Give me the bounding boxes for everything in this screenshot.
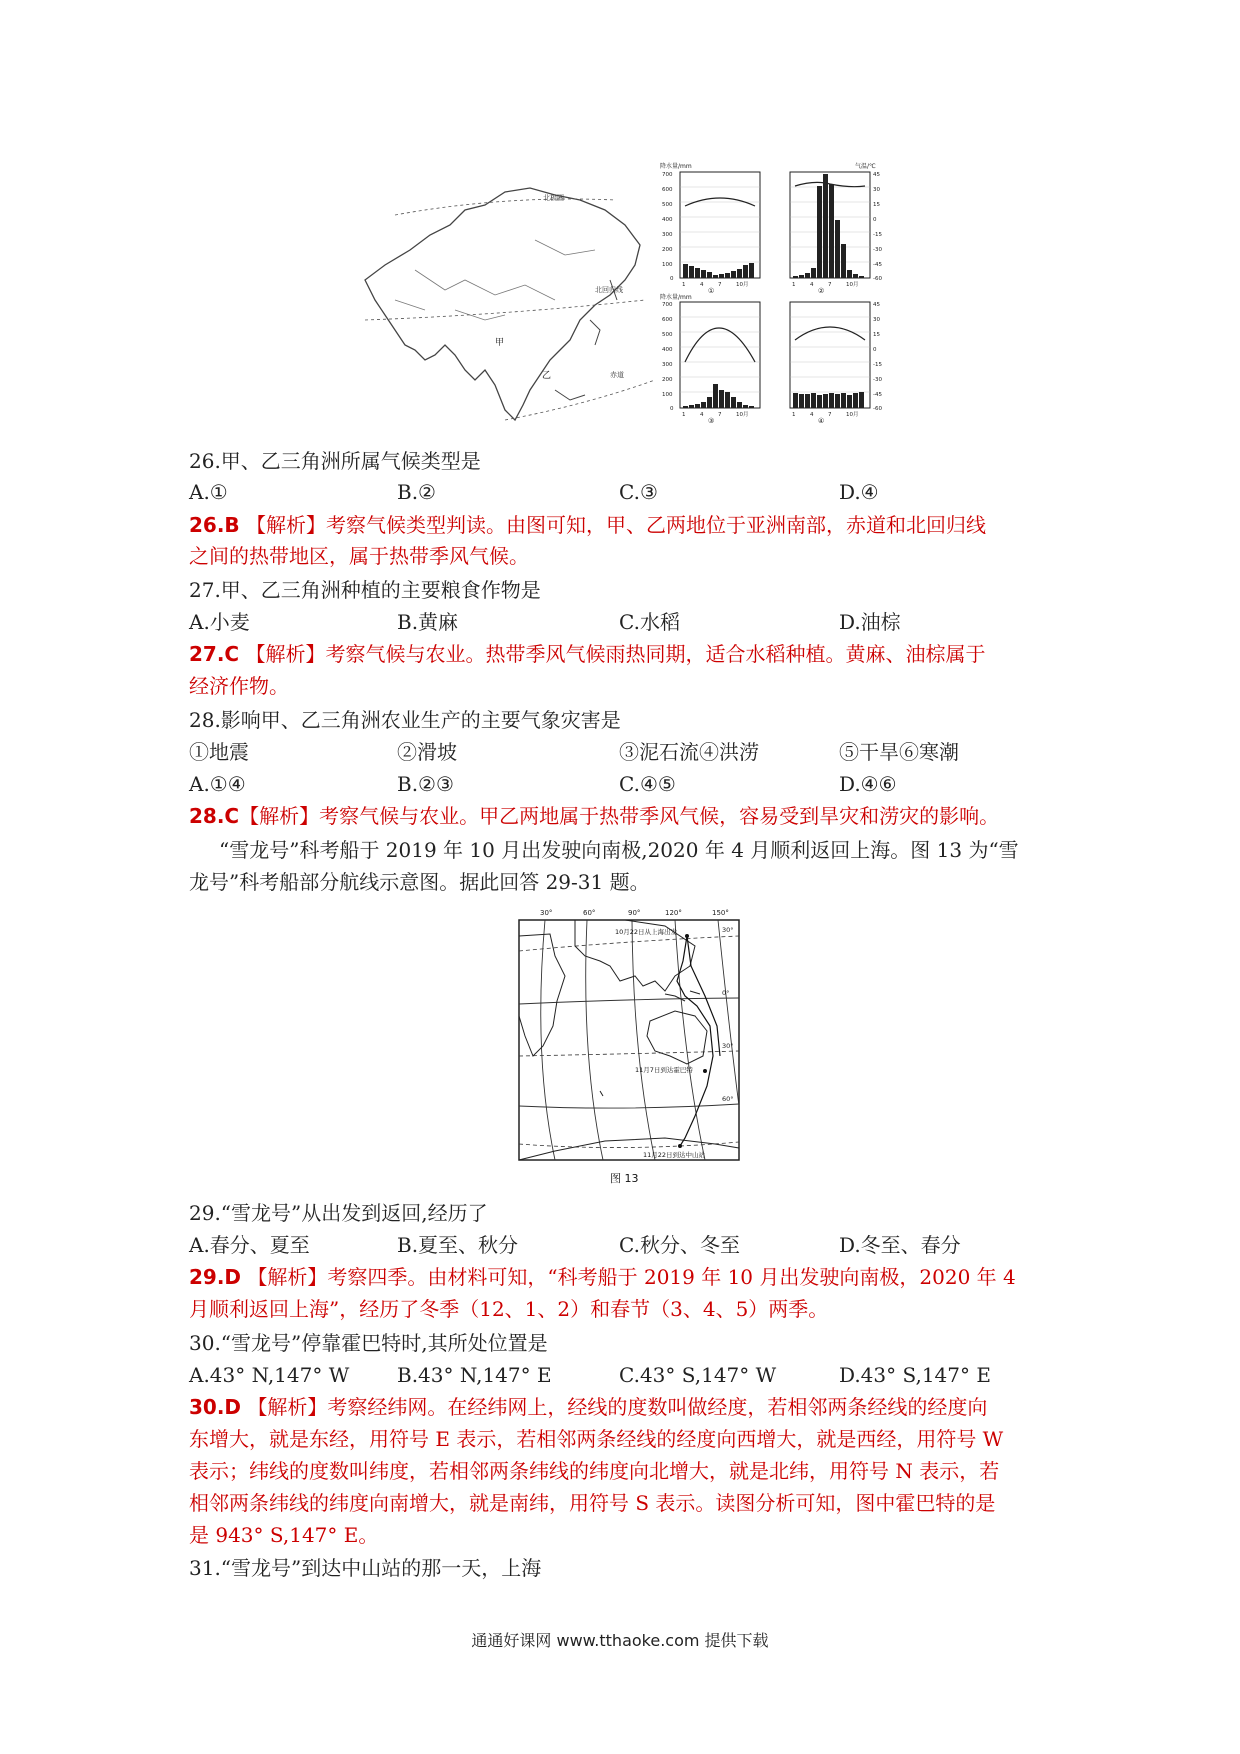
- q30-analysis-line-5: 是 943° S,147° E。: [189, 1523, 379, 1547]
- svg-text:45: 45: [873, 302, 880, 308]
- q30-analysis-line-1: 30.D 【解析】考察经纬网。在经纬网上，经线的度数叫做经度，若相邻两条经线的经度向: [189, 1395, 988, 1419]
- q27-stem: 27.甲、乙三角洲种植的主要粮食作物是: [189, 578, 541, 602]
- q26-analysis-line-1: 26.B 【解析】考察气候类型判读。由图可知，甲、乙两地位于亚洲南部，赤道和北回归线: [189, 513, 987, 537]
- q26-option-c[interactable]: C.③: [619, 480, 658, 504]
- svg-text:0: 0: [873, 217, 877, 223]
- q27-option-b[interactable]: B.黄麻: [397, 610, 459, 634]
- q28-option-a[interactable]: A.①④: [189, 772, 246, 796]
- chart-id-1: ①: [708, 287, 715, 295]
- svg-text:10月: 10月: [736, 282, 749, 288]
- q28-option-d[interactable]: D.④⑥: [839, 772, 897, 796]
- chart-right-axis-title: 气温/℃: [855, 163, 876, 170]
- svg-text:300: 300: [662, 362, 673, 368]
- temperature-curve: [795, 327, 865, 340]
- antarctica-outline: [519, 1138, 739, 1160]
- svg-text:0: 0: [670, 276, 674, 282]
- svg-text:400: 400: [662, 347, 673, 353]
- label-yi: 乙: [542, 371, 552, 381]
- q29-option-d[interactable]: D.冬至、春分: [839, 1233, 961, 1257]
- svg-text:120°: 120°: [665, 909, 682, 917]
- svg-text:600: 600: [662, 187, 673, 193]
- label-jia: 甲: [495, 338, 505, 348]
- svg-text:-30: -30: [873, 247, 882, 253]
- figure-13-caption: 图 13: [610, 1172, 639, 1185]
- q30-option-a[interactable]: A.43° N,147° W: [189, 1363, 350, 1387]
- q28-choice-4: ⑤干旱⑥寒潮: [839, 740, 959, 764]
- q29-answer-tag: 29.D: [189, 1265, 242, 1289]
- svg-text:45: 45: [873, 172, 880, 178]
- svg-text:15: 15: [873, 332, 880, 338]
- climate-chart-4: [790, 302, 870, 408]
- svg-text:30: 30: [873, 187, 880, 193]
- hobart-marker: [703, 1069, 707, 1073]
- q30-analysis-line-2: 东增大，就是东经，用符号 E 表示，若相邻两条经线的经度向西增大，就是西经，用符号 W: [189, 1427, 1004, 1451]
- q29-option-b[interactable]: B.夏至、秋分: [397, 1233, 519, 1257]
- svg-text:15: 15: [873, 202, 880, 208]
- q29-option-a[interactable]: A.春分、夏至: [189, 1233, 310, 1257]
- q29-analysis-line-1: 29.D 【解析】考察四季。由材料可知，“科考船于 2019 年 10 月出发驶向南极，2020 年 4: [189, 1265, 1016, 1289]
- q28-option-b[interactable]: B.②③: [397, 772, 454, 796]
- svg-text:-45: -45: [873, 262, 882, 268]
- voyage-route: [677, 936, 720, 1146]
- svg-text:4: 4: [810, 282, 814, 288]
- q28-choice-1: ①地震: [189, 740, 249, 764]
- q27-analysis-line-1: 27.C 【解析】考察气候与农业。热带季风气候雨热同期，适合水稻种植。黄麻、油棕属于: [189, 642, 986, 666]
- svg-text:7: 7: [718, 282, 722, 288]
- climate-chart-3: [680, 302, 760, 408]
- q27-option-c[interactable]: C.水稻: [619, 610, 680, 634]
- svg-text:7: 7: [828, 412, 832, 418]
- svg-text:30: 30: [873, 317, 880, 323]
- label-tropic-of-cancer: 北回归线: [595, 286, 623, 294]
- q28-option-c[interactable]: C.④⑤: [619, 772, 676, 796]
- svg-text:700: 700: [662, 302, 673, 308]
- label-arctic-circle: 北极圈: [543, 194, 564, 202]
- svg-text:30°: 30°: [722, 1042, 734, 1050]
- zhongshan-marker: [678, 1144, 682, 1148]
- climate-charts-figure: [660, 162, 890, 424]
- svg-text:7: 7: [718, 412, 722, 418]
- q26-answer-tag: 26.B: [189, 513, 240, 537]
- svg-text:1: 1: [792, 282, 796, 288]
- page-footer: 通通好课网 www.tthaoke.com 提供下载: [471, 1631, 769, 1650]
- chart-left-axis-title-lower: 降水量/mm: [660, 294, 692, 301]
- svg-text:30°: 30°: [722, 926, 734, 934]
- svg-text:500: 500: [662, 202, 673, 208]
- q27-answer-tag: 27.C: [189, 642, 240, 666]
- asia-map-figure: [355, 180, 655, 430]
- climate-chart-1: [680, 172, 760, 278]
- svg-text:11月7日到达霍巴特: 11月7日到达霍巴特: [635, 1066, 693, 1074]
- q31-stem: 31.“雪龙号”到达中山站的那一天，上海: [189, 1556, 542, 1580]
- q29-stem: 29.“雪龙号”从出发到返回,经历了: [189, 1201, 488, 1225]
- svg-text:-15: -15: [873, 362, 882, 368]
- q28-choice-3: ③泥石流④洪涝: [619, 740, 759, 764]
- q30-option-b[interactable]: B.43° N,147° E: [397, 1363, 552, 1387]
- q26-option-b[interactable]: B.②: [397, 480, 436, 504]
- svg-text:200: 200: [662, 247, 673, 253]
- q30-option-d[interactable]: D.43° S,147° E: [839, 1363, 991, 1387]
- svg-text:0: 0: [873, 347, 877, 353]
- svg-text:-60: -60: [873, 406, 882, 412]
- svg-text:400: 400: [662, 217, 673, 223]
- svg-text:0: 0: [670, 406, 674, 412]
- q28-analysis-line-1: 28.C【解析】考察气候与农业。甲乙两地属于热带季风气候，容易受到旱灾和涝灾的影响。: [189, 804, 1000, 828]
- q30-analysis-line-3: 表示；纬线的度数叫纬度，若相邻两条纬线的纬度向北增大，就是北纬，用符号 N 表示，若: [189, 1459, 1000, 1483]
- q30-stem: 30.“雪龙号”停靠霍巴特时,其所处位置是: [189, 1331, 548, 1355]
- temperature-curve: [685, 328, 755, 362]
- svg-text:1: 1: [792, 412, 796, 418]
- australia-outline: [647, 1011, 707, 1064]
- chart-id-4: ④: [818, 417, 825, 424]
- q30-analysis-line-4: 相邻两条纬线的纬度向南增大，就是南纬，用符号 S 表示。读图分析可知，图中霍巴特的是: [189, 1491, 996, 1515]
- q26-stem: 26.甲、乙三角洲所属气候类型是: [189, 449, 481, 473]
- svg-text:1: 1: [682, 412, 686, 418]
- svg-text:100: 100: [662, 262, 673, 268]
- q26-option-d[interactable]: D.④: [839, 480, 879, 504]
- svg-text:11月22日到达中山站: 11月22日到达中山站: [643, 1151, 706, 1159]
- svg-text:7: 7: [828, 282, 832, 288]
- svg-text:-60: -60: [873, 276, 882, 282]
- tropic-of-cancer-line: [365, 300, 645, 320]
- q29-analysis-line-2: 月顺利返回上海”，经历了冬季（12、1、2）和春节（3、4、5）两季。: [189, 1297, 829, 1321]
- svg-text:10月22日从上海出发: 10月22日从上海出发: [615, 928, 678, 936]
- q28-stem: 28.影响甲、乙三角洲农业生产的主要气象灾害是: [189, 708, 621, 732]
- svg-text:10月: 10月: [846, 282, 859, 288]
- q27-option-d[interactable]: D.油棕: [839, 610, 901, 634]
- q26-option-a[interactable]: A.①: [189, 480, 228, 504]
- label-equator: 赤道: [610, 371, 624, 379]
- intro-line-1: “雪龙号”科考船于 2019 年 10 月出发驶向南极,2020 年 4 月顺利返回上海。图 13 为“雪: [219, 838, 1019, 862]
- svg-text:-15: -15: [873, 232, 882, 238]
- svg-text:300: 300: [662, 232, 673, 238]
- svg-text:4: 4: [700, 412, 704, 418]
- chart-id-2: ②: [818, 287, 825, 295]
- svg-text:60°: 60°: [583, 909, 596, 917]
- intro-line-2: 龙号”科考船部分航线示意图。据此回答 29-31 题。: [189, 870, 650, 894]
- shanghai-marker: [685, 934, 689, 938]
- q28-answer-tag: 28.C: [189, 804, 240, 828]
- africa-outline: [519, 934, 565, 1056]
- svg-text:30°: 30°: [540, 909, 553, 917]
- q30-option-c[interactable]: C.43° S,147° W: [619, 1363, 777, 1387]
- svg-text:500: 500: [662, 332, 673, 338]
- svg-text:150°: 150°: [712, 909, 729, 917]
- svg-text:200: 200: [662, 377, 673, 383]
- svg-text:-30: -30: [873, 377, 882, 383]
- figure-13-route-map: [515, 906, 745, 1186]
- svg-text:1: 1: [682, 282, 686, 288]
- equator-line: [505, 380, 655, 420]
- svg-text:-45: -45: [873, 392, 882, 398]
- q26-analysis-line-2: 之间的热带地区，属于热带季风气候。: [189, 544, 529, 568]
- svg-text:4: 4: [700, 282, 704, 288]
- q29-option-c[interactable]: C.秋分、冬至: [619, 1233, 740, 1257]
- q30-answer-tag: 30.D: [189, 1395, 242, 1419]
- svg-text:60°: 60°: [722, 1095, 734, 1103]
- svg-text:10月: 10月: [846, 412, 859, 418]
- q27-option-a[interactable]: A.小麦: [189, 610, 250, 634]
- svg-text:0°: 0°: [722, 989, 730, 997]
- chart-id-3: ③: [708, 417, 715, 424]
- svg-text:700: 700: [662, 172, 673, 178]
- svg-text:4: 4: [810, 412, 814, 418]
- q28-choice-2: ②滑坡: [397, 740, 457, 764]
- svg-text:90°: 90°: [628, 909, 641, 917]
- chart-left-axis-title: 降水量/mm: [660, 163, 692, 170]
- climate-chart-2: [790, 172, 870, 278]
- svg-text:100: 100: [662, 392, 673, 398]
- svg-text:10月: 10月: [736, 412, 749, 418]
- q27-analysis-line-2: 经济作物。: [189, 674, 289, 698]
- svg-text:600: 600: [662, 317, 673, 323]
